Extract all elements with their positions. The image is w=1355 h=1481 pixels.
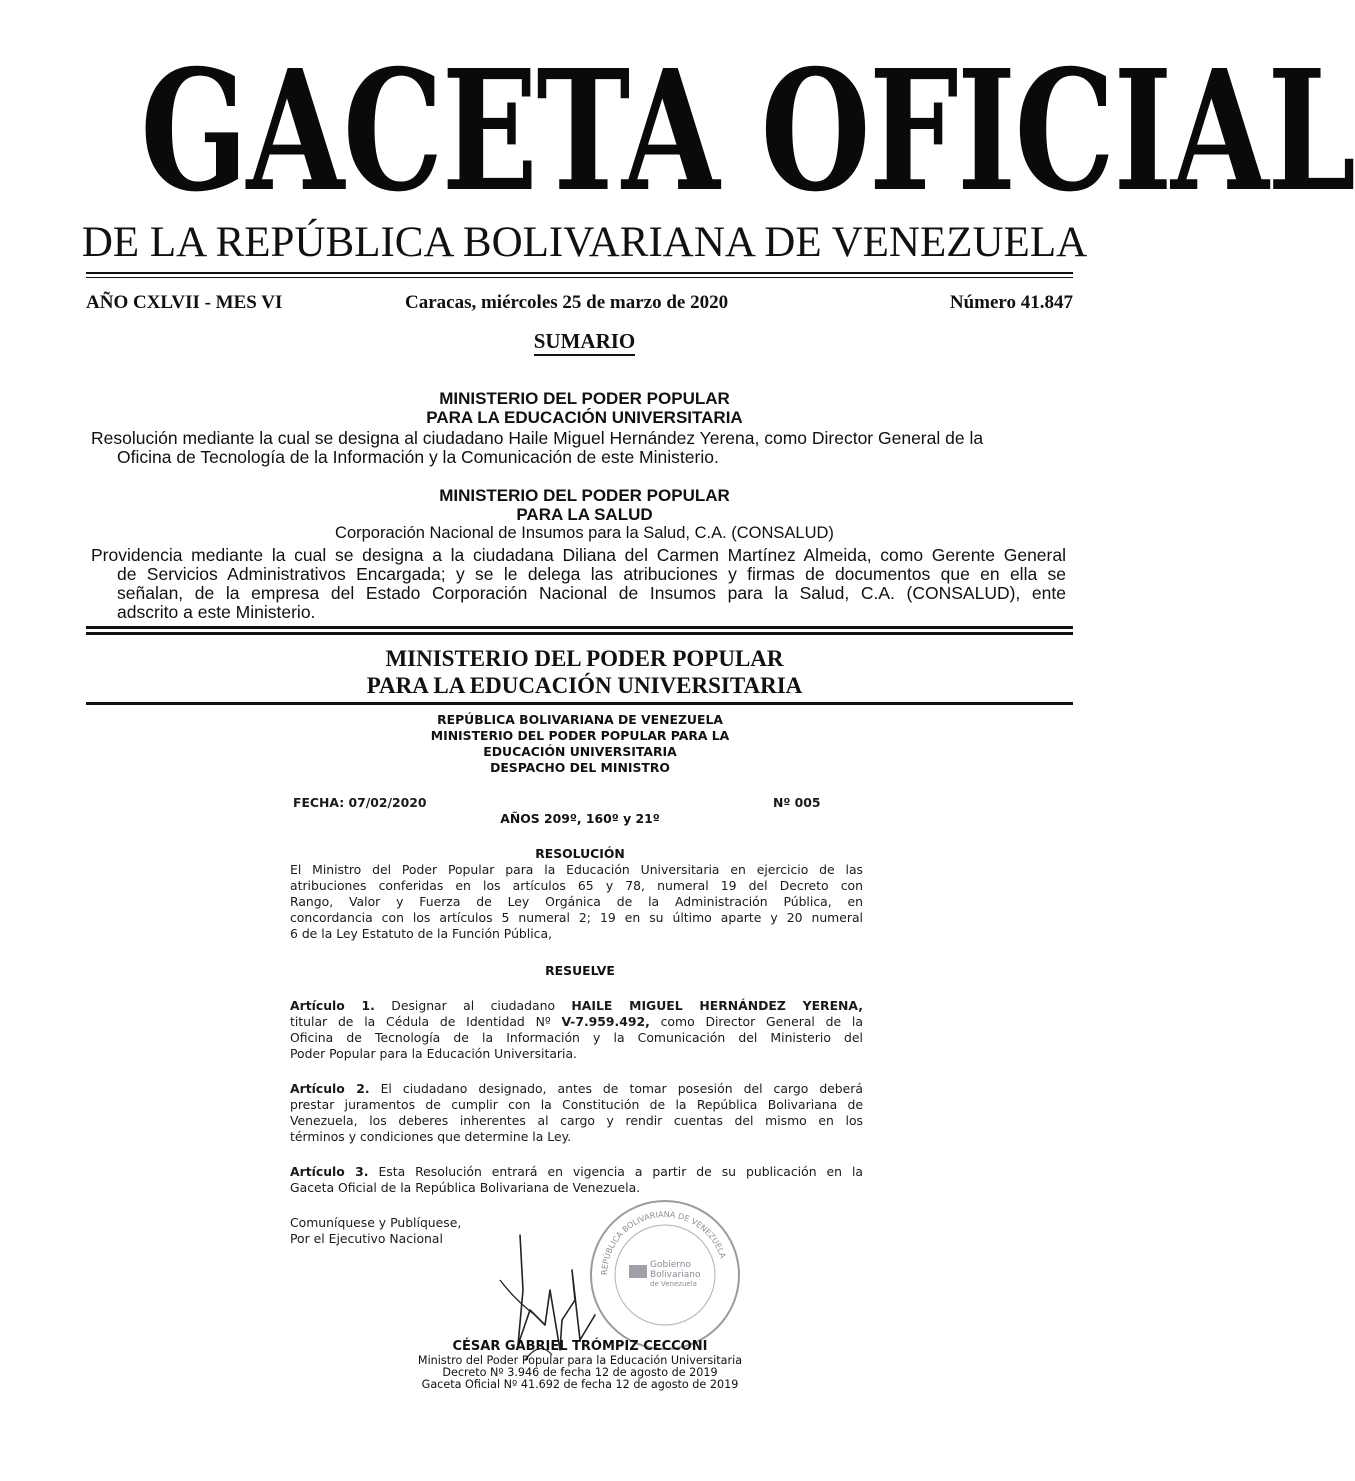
sumario-entity: Corporación Nacional de Insumos para la Salud, C.A. (CONSALUD) [335, 524, 834, 542]
sumario-ministry-2-line1: MINISTERIO DEL PODER POPULAR [439, 486, 730, 505]
article-3-line2: Gaceta Oficial de la República Bolivariana de Venezuela. [290, 1180, 641, 1195]
sumario-entry-2-line2: de Servicios Administrativos Encargada; y se le delega las atribuciones y firmas de documentos que en ella se [117, 564, 1066, 584]
article-1-line3: Oficina de Tecnología de la Información y la Comunicación del Ministerio del [290, 1030, 863, 1045]
resolution-number: Nº 005 [773, 795, 821, 810]
preamble-line5: 6 de la Ley Estatuto de la Función Pública, [290, 926, 553, 941]
year-month: AÑO CXLVII - MES VI [86, 292, 283, 313]
sumario-entry-1-line2: Oficina de Tecnología de la Información y la Comunicación de este Ministerio. [117, 447, 719, 467]
sumario-ministry-1-line2: PARA LA EDUCACIÓN UNIVERSITARIA [426, 408, 743, 427]
svg-text:Gobierno: Gobierno [650, 1260, 691, 1270]
designee-name: HAILE MIGUEL HERNÁNDEZ YERENA, [571, 998, 863, 1013]
doc-header-line1: REPÚBLICA BOLIVARIANA DE VENEZUELA [437, 712, 723, 727]
preamble-line3: Rango, Valor y Fuerza de Ley Orgánica de la Administración Pública, en [290, 894, 863, 909]
article-1-label: Artículo 1. [290, 998, 375, 1013]
preamble-line2: atribuciones conferidas en los artículos 65 y 78, numeral 19 del Decreto con [290, 878, 863, 893]
sumario-ministry-2-line2: PARA LA SALUD [516, 505, 653, 524]
preamble-line1: El Ministro del Poder Popular para la Educación Universitaria en ejercicio de las [290, 862, 863, 877]
closing-line1: Comuníquese y Publíquese, [290, 1215, 462, 1230]
article-2-line3: Venezuela, los deberes inherentes al cargo y rendir cuentas del mismo en los [290, 1113, 863, 1128]
svg-text:Bolivariano: Bolivariano [650, 1270, 701, 1280]
section-rule [86, 702, 1073, 705]
issue-date: Caracas, miércoles 25 de marzo de 2020 [405, 292, 729, 313]
signatory-gazette: Gaceta Oficial Nº 41.692 de fecha 12 de agosto de 2019 [421, 1378, 739, 1391]
masthead-rule-top [86, 272, 1073, 274]
sumario-ministry-1-line1: MINISTERIO DEL PODER POPULAR [439, 389, 730, 408]
article-1-line1: Artículo 1. Designar al ciudadano HAILE MIGUEL HERNÁNDEZ YERENA, [290, 998, 863, 1013]
article-2-label: Artículo 2. [290, 1081, 370, 1096]
masthead-rule-bottom [86, 277, 1073, 278]
doc-header-line2: MINISTERIO DEL PODER POPULAR PARA LA [430, 728, 730, 743]
resuelve-heading: RESUELVE [545, 963, 615, 978]
svg-text:de Venezuela: de Venezuela [650, 1280, 697, 1288]
signatory-name: CÉSAR GABRIEL TRÓMPIZ CECCONI [452, 1339, 708, 1354]
designee-id: V-7.959.492, [561, 1014, 650, 1029]
article-1-line2: titular de la Cédula de Identidad Nº V-7.959.492, como Director General de la [290, 1014, 863, 1029]
separator-rule-2 [86, 632, 1073, 635]
article-1-line4: Poder Popular para la Educación Universitaria. [290, 1046, 577, 1061]
section-ministry-line2: PARA LA EDUCACIÓN UNIVERSITARIA [366, 673, 803, 698]
article-3-line1: Artículo 3. Esta Resolución entrará en vigencia a partir de su publicación en la [290, 1164, 863, 1179]
article-2-line4: términos y condiciones que determine la Ley. [290, 1129, 572, 1144]
closing-line2: Por el Ejecutivo Nacional [290, 1231, 443, 1246]
doc-header-line3: EDUCACIÓN UNIVERSITARIA [483, 744, 677, 759]
sumario-entry-2-line3: señalan, de la empresa del Estado Corporación Nacional de Insumos para la Salud, C.A. (CONSALUD), ente [117, 583, 1066, 603]
resolution-date: FECHA: 07/02/2020 [293, 795, 427, 810]
flag-icon [629, 1265, 647, 1278]
separator-rule-1 [86, 626, 1073, 629]
resolution-title: RESOLUCIÓN [535, 846, 625, 861]
signatory-role: Ministro del Poder Popular para la Educación Universitaria [417, 1354, 743, 1367]
section-ministry-line1: MINISTERIO DEL PODER POPULAR [385, 646, 784, 671]
sumario-entry-2-line1: Providencia mediante la cual se designa a la ciudadana Diliana del Carmen Martínez Almeida, como Gerente General [91, 545, 1066, 565]
sumario-entry-2-line4: adscrito a este Ministerio. [117, 602, 316, 622]
gazette-title: GACETA OFICIAL [140, 34, 1355, 229]
signatory-decree: Decreto Nº 3.946 de fecha 12 de agosto de 2019 [442, 1366, 718, 1379]
sumario-heading: SUMARIO [0, 328, 1169, 354]
gazette-subtitle: DE LA REPÚBLICA BOLIVARIANA DE VENEZUELA [81, 219, 1088, 266]
resolution-years: AÑOS 209º, 160º y 21º [500, 811, 660, 826]
article-2-line2: prestar juramentos de cumplir con la Constitución de la República Bolivariana de [290, 1097, 863, 1112]
preamble-line4: concordancia con los artículos 5 numeral 2; 19 en su último aparte y 20 numeral [290, 910, 863, 925]
doc-header-line4: DESPACHO DEL MINISTRO [490, 760, 670, 775]
svg-text:REPÚBLICA BOLIVARIANA DE VENEZ: REPÚBLICA BOLIVARIANA DE VENEZUELA [599, 1209, 728, 1276]
sumario-entry-1-line1: Resolución mediante la cual se designa al ciudadano Haile Miguel Hernández Yerena, como Director General de la [91, 428, 984, 448]
article-2-line1: Artículo 2. El ciudadano designado, antes de tomar posesión del cargo deberá [290, 1081, 863, 1096]
article-3-label: Artículo 3. [290, 1164, 369, 1179]
issue-number: Número 41.847 [949, 292, 1073, 313]
